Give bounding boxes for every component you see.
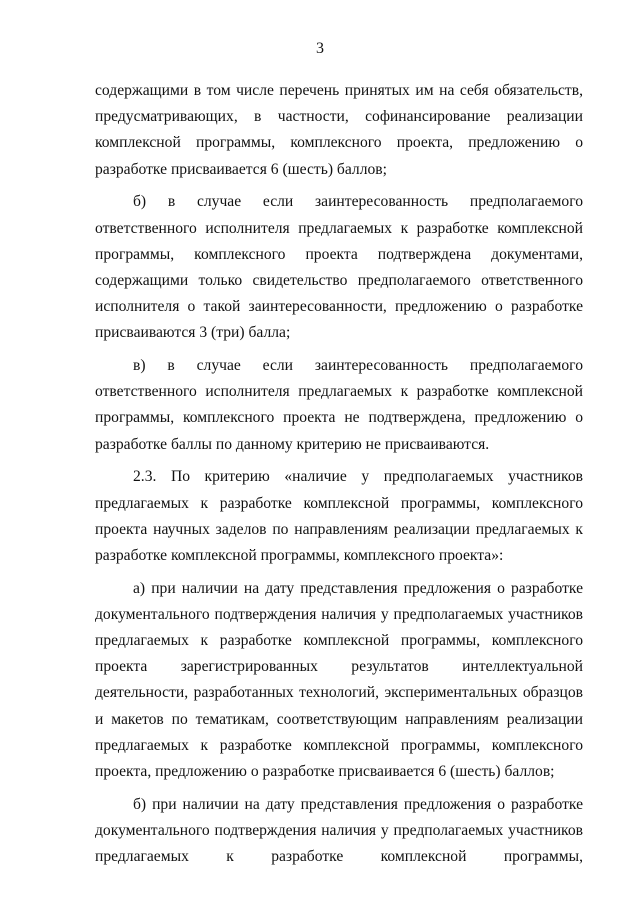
- document-body: [95, 78, 583, 870]
- paragraph-item-a-backlog: а) при наличии на дату представления предложения о разработке документального подтверждения наличия у предполагаемых участников предлагаемых к разработке комплексной программы, комплексного проекта зарегистрированных результатов интеллектуальной деятельности, разработанных технологий, экспериментальных образцов и макетов по тематикам, соответствующим направлениям реализации предлагаемых к разработке комплексной программы, комплексного проекта, предложению о разработке присваивается 6 (шесть) баллов;: [95, 579, 583, 781]
- paragraph-continuation: содержащими в том числе перечень принятых им на себя обязательств, предусматривающих, в частности, софинансирование реализации комплексной программы, комплексного проекта, предложению о разработке присваивается 6 (шесть) баллов;: [95, 82, 583, 178]
- page-number: 3: [316, 40, 324, 57]
- paragraph-item-b-backlog: б) при наличии на дату представления предложения о разработке документального подтверждения наличия у предполагаемых участников предлагаемых к разработке комплексной программы,: [95, 795, 583, 866]
- paragraph-item-b-interest: б) в случае если заинтересованность предполагаемого ответственного исполнителя предлагаемых к разработке комплексной программы, комплексного проекта подтверждена документами, содержащими только свидетельство предполагаемого ответственного исполнителя о такой заинтересованности, предложению о разработке присваиваются 3 (три) балла;: [95, 193, 583, 342]
- paragraph-item-v-interest: в) в случае если заинтересованность предполагаемого ответственного исполнителя предлагаемых к разработке комплексной программы, комплексного проекта не подтверждена, предложению о разработке баллы по данному критерию не присваиваются.: [95, 357, 583, 453]
- paragraph-criterion-2-3: 2.3. По критерию «наличие у предполагаемых участников предлагаемых к разработке комплексной программы, комплексного проекта научных заделов по направлениям реализации предлагаемых к разработке комплексной программы, комплексного проекта»:: [95, 468, 583, 564]
